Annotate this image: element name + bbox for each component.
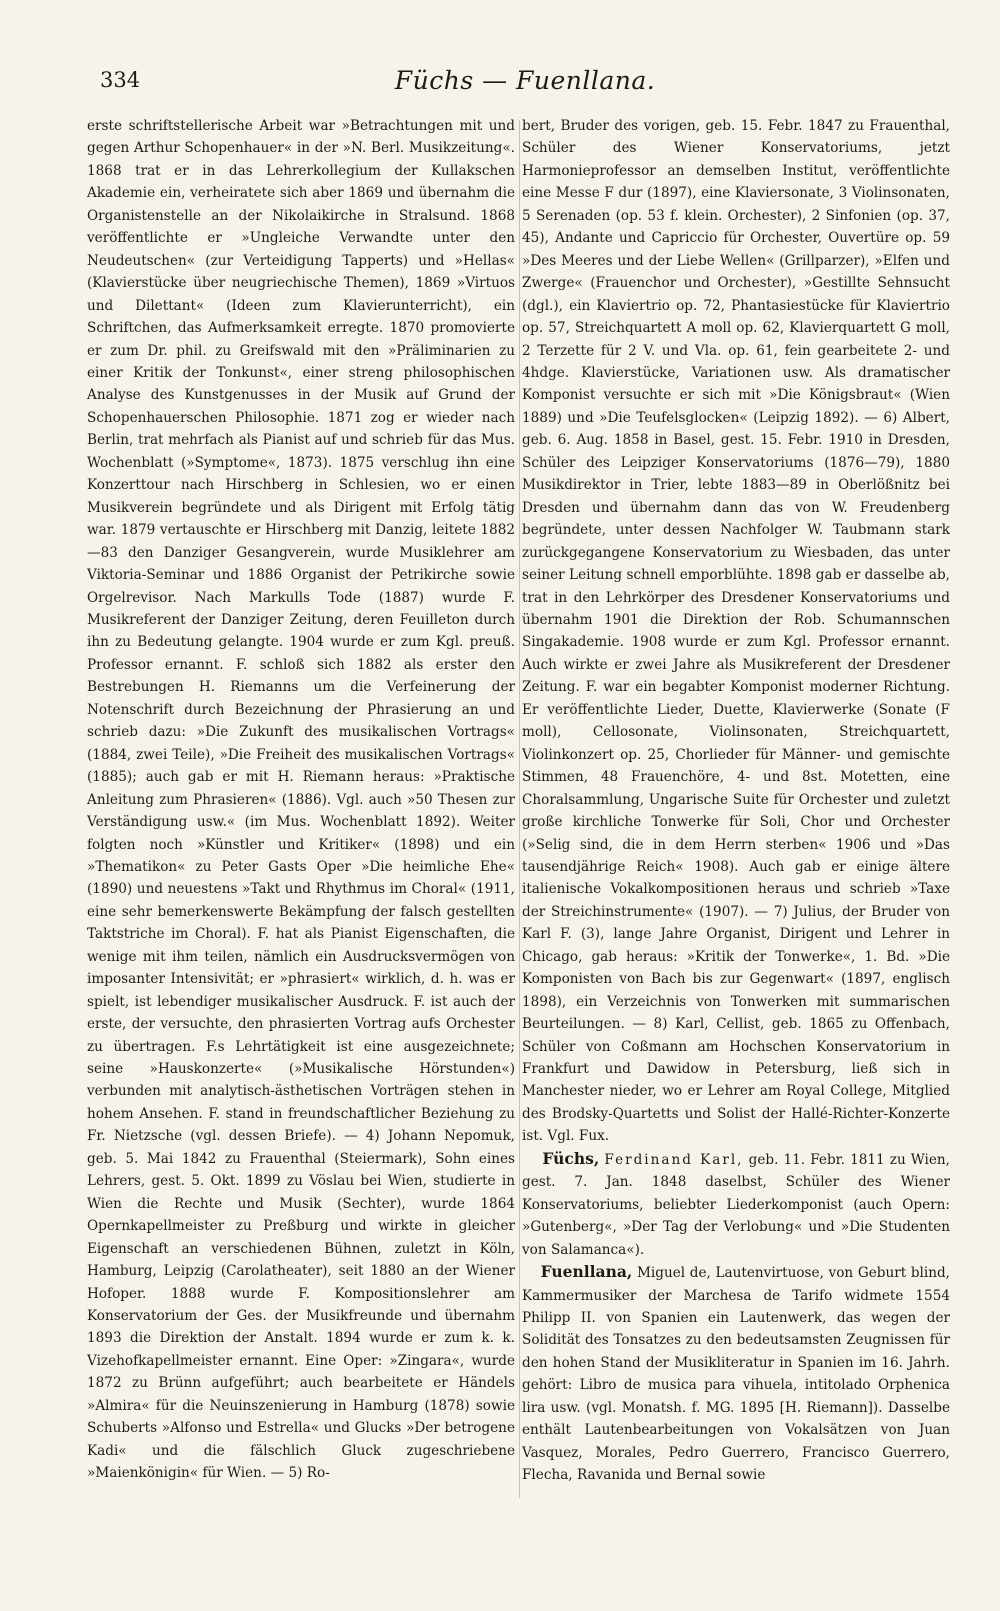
entry-text: Miguel de, Lautenvirtuose, von Geburt blind, Kammermusiker der Marchesa de Tarifo widmete 1554 Philipp II. von Spanien ein Lautenwerk, das wegen der Solidität des Tonsatzes zu den bedeutsamsten Zeugnissen für den hohen Stand der Musikliteratur in Spanien im 16. Jahrh. gehört: Libro de musica para vihuela, intitolado Orphenica lira usw. (vgl. Monatsh. f. MG. 1895 [H. Riemann]). Dasselbe enthält Lautenbearbeitungen von Vokalsätzen von Juan Vasquez, Morales, Pedro Guerrero, Francisco Guerrero, Flecha, Ravanida und Bernal sowie [522,1265,950,1484]
left-column-text: erste schriftstellerische Arbeit war »Betrachtungen mit und gegen Arthur Schopenhauer« in der »N. Berl. Musikzeitung«. 1868 trat er in das Lehrerkollegium der Kullakschen Akademie ein, verheiratete sich aber 1869 und übernahm die Organistenstelle an der Nikolaikirche in Stralsund. 1868 veröffentlichte er »Ungleiche Verwandte unter den Neudeutschen« (zur Verteidigung Tapperts) und »Hellas« (Klavierstücke über neugriechische Themen), 1869 »Virtuos und Dilettant« (Ideen zum Klavierunterricht), ein Schriftchen, das Aufmerksamkeit erregte. 1870 promovierte er zum Dr. phil. zu Greifswald mit den »Präliminarien zu einer Kritik der Tonkunst«, einer streng philosophischen Analyse des Kunstgenusses in der Musik auf Grund der Schopenhauerschen Philosophie. 1871 zog er wieder nach Berlin, trat mehrfach als Pianist auf und schrieb für das Mus. Wochenblatt (»Symptome«, 1873). 1875 verschlug ihn eine Konzerttour nach Hirschberg in Schlesien, wo er einen Musikverein begründete und als Dirigent mit Erfolg tätig war. 1879 vertauschte er Hirschberg mit Danzig, leitete 1882—83 den Danziger Gesangverein, wurde Musiklehrer am Viktoria-Seminar und 1886 Organist der Petrikirche sowie Orgelrevisor. Nach Markulls Tode (1887) wurde F. Musikreferent der Danziger Zeitung, deren Feuilleton durch ihn zu Bedeutung gelangte. 1904 wurde er zum Kgl. preuß. Professor ernannt. F. schloß sich 1882 als erster den Bestrebungen H. Riemanns um die Verfeinerung der Notenschrift durch Bezeichnung der Phrasierung an und schrieb dazu: »Die Zukunft des musikalischen Vortrags« (1884, zwei Teile), »Die Freiheit des musikalischen Vortrags« (1885); auch gab er mit H. Riemann heraus: »Praktische Anleitung zum Phrasieren« (1886). Vgl. auch »50 Thesen zur Verständigung usw.« (im Mus. Wochenblatt 1892). Weiter folgten noch »Künstler und Kritiker« (1898) und ein »Thematikon« zu Peter Gasts Oper »Die heimliche Ehe« (1890) und neuestens »Takt und Rhythmus im Choral« (1911, eine sehr bemerkenswerte Bekämpfung der falsch gestellten Taktstriche im Choral). F. hat als Pianist Eigenschaften, die wenige mit ihm teilen, nämlich ein Ausdrucksvermögen von imposanter Intensivität; er »phrasiert« wirklich, d. h. was er spielt, ist lebendiger musikalischer Ausdruck. F. ist auch der erste, der versuchte, den phrasierten Vortrag aufs Orchester zu übertragen. F.s Lehrtätigkeit ist eine ausgezeichnete; seine »Hauskonzerte« (»Musikalische Hörstunden«) verbunden mit analytisch-ästhetischen Vorträgen stehen in hohem Ansehen. F. stand in freundschaftlicher Beziehung zu Fr. Nietzsche (vgl. dessen Briefe). — 4) Johann Nepomuk, geb. 5. Mai 1842 zu Frauenthal (Steiermark), Sohn eines Lehrers, gest. 5. Okt. 1899 zu Vöslau bei Wien, studierte in Wien die Rechte und Musik (Sechter), wurde 1864 Opernkapellmeister zu Preßburg und wirkte in gleicher Eigenschaft an verschiedenen Bühnen, zuletzt in Köln, Hamburg, Leipzig (Carolatheater), seit 1880 an der Wiener Hofoper. 1888 wurde F. Kompositionslehrer am Konservatorium der Ges. der Musikfreunde und übernahm 1893 die Direktion der Anstalt. 1894 wurde er zum k. k. Vizehofkapellmeister ernannt. Eine Oper: »Zingara«, wurde 1872 zu Brünn aufgeführt; auch bearbeitete er Händels »Almira« für die Neuinszenierung in Hamburg (1878) sowie Schuberts »Alfonso und Estrella« und Glucks »Der betrogene Kadi« und die fälschlich Gluck zugeschriebene »Maienkönigin« für Wien. — 5) Ro- [87,118,515,1482]
entry-text: geb. 11. Febr. 1811 zu Wien, gest. 7. Jan. 1848 daselbst, Schüler des Wiener Konservatoriums, beliebter Liederkomponist (auch Opern: »Gutenberg«, »Der Tag der Verlobung« und »Die Studenten von Salamanca«). [522,1151,950,1258]
right-column-text: bert, Bruder des vorigen, geb. 15. Febr. 1847 zu Frauenthal, Schüler des Wiener Konservatoriums, jetzt Harmonieprofessor an demselben Institut, veröffentlichte eine Messe F dur (1897), eine Klaviersonate, 3 Violinsonaten, 5 Serenaden (op. 53 f. klein. Orchester), 2 Sinfonien (op. 37, 45), Andante und Capriccio für Orchester, Ouvertüre op. 59 »Des Meeres und der Liebe Wellen« (Grillparzer), »Elfen und Zwerge« (Frauenchor und Orchester), »Gestillte Sehnsucht (dgl.), ein Klaviertrio op. 72, Phantasiestücke für Klaviertrio op. 57, Streichquartett A moll op. 62, Klavierquartett G moll, 2 Terzette für 2 V. und Vla. op. 61, fein gearbeitete 2- und 4hdge. Klavierstücke, Variationen usw. Als dramatischer Komponist versuchte er sich mit »Die Königsbraut« (Wien 1889) und »Die Teufelsglocken« (Leipzig 1892). — 6) Albert, geb. 6. Aug. 1858 in Basel, gest. 15. Febr. 1910 in Dresden, Schüler des Leipziger Konservatoriums (1876—79), 1880 Musikdirektor in Trier, lebte 1883—89 in Oberlößnitz bei Dresden und übernahm dann das von W. Freudenberg begründete, unter dessen Nachfolger W. Taubmann stark zurückgegangene Konservatorium zu Wiesbaden, das unter seiner Leitung schnell emporblühte. 1898 gab er dasselbe ab, trat in den Lehrkörper des Dresdener Konservatoriums und übernahm 1901 die Direktion der Rob. Schumannschen Singakademie. 1908 wurde er zum Kgl. Professor ernannt. Auch wirkte er zwei Jahre als Musikreferent der Dresdener Zeitung. F. war ein begabter Komponist moderner Richtung. Er veröffentlichte Lieder, Duette, Klavierwerke (Sonate (F moll), Cellosonate, Violinsonaten, Streichquartett, Violinkonzert op. 25, Chorlieder für Männer- und gemischte Stimmen, 48 Frauenchöre, 4- und 8st. Motetten, eine Choralsammlung, Ungarische Suite für Orchester und zuletzt große kirchliche Tonwerke für Soli, Chor und Orchester (»Selig sind, die in dem Herrn sterben« 1906 und »Das tausendjährige Reich« 1908). Auch gab er einige ältere italienische Vokalkompositionen heraus und schrieb »Taxe der Streichinstrumente« (1907). — 7) Julius, der Bruder von Karl F. (3), lange Jahre Organist, Dirigent und Lehrer in Chicago, gab heraus: »Kritik der Tonwerke«, 1. Bd. »Die Komponisten von Bach bis zur Gegenwart« (1897, englisch 1898), ein Verzeichnis von Tonwerken mit summarischen Beurteilungen. — 8) Karl, Cellist, geb. 1865 zu Offenbach, Schüler von Coßmann am Hochschen Konservatorium in Frankfurt und Dawidow in Petersburg, ließ sich in Manchester nieder, wo er Lehrer am Royal College, Mitglied des Brodsky-Quartetts und Solist der Hallé-Richter-Konzerte ist. Vgl. Fux. [522,118,950,1145]
column-divider [519,120,520,1498]
page-number: 334 [100,68,141,92]
page-header [100,68,950,108]
entry-headword: Füchs, [542,1148,600,1168]
left-column [87,115,515,1500]
entry-headword: Fuenllana, [540,1262,633,1282]
entry-fuechs-ferdinand [522,1148,950,1261]
entry-fuenllana [522,1261,950,1487]
running-title: Füchs — Fuenllana. [394,66,656,95]
right-column [522,115,950,1500]
entry-person-name: Ferdinand Karl, [604,1151,744,1168]
